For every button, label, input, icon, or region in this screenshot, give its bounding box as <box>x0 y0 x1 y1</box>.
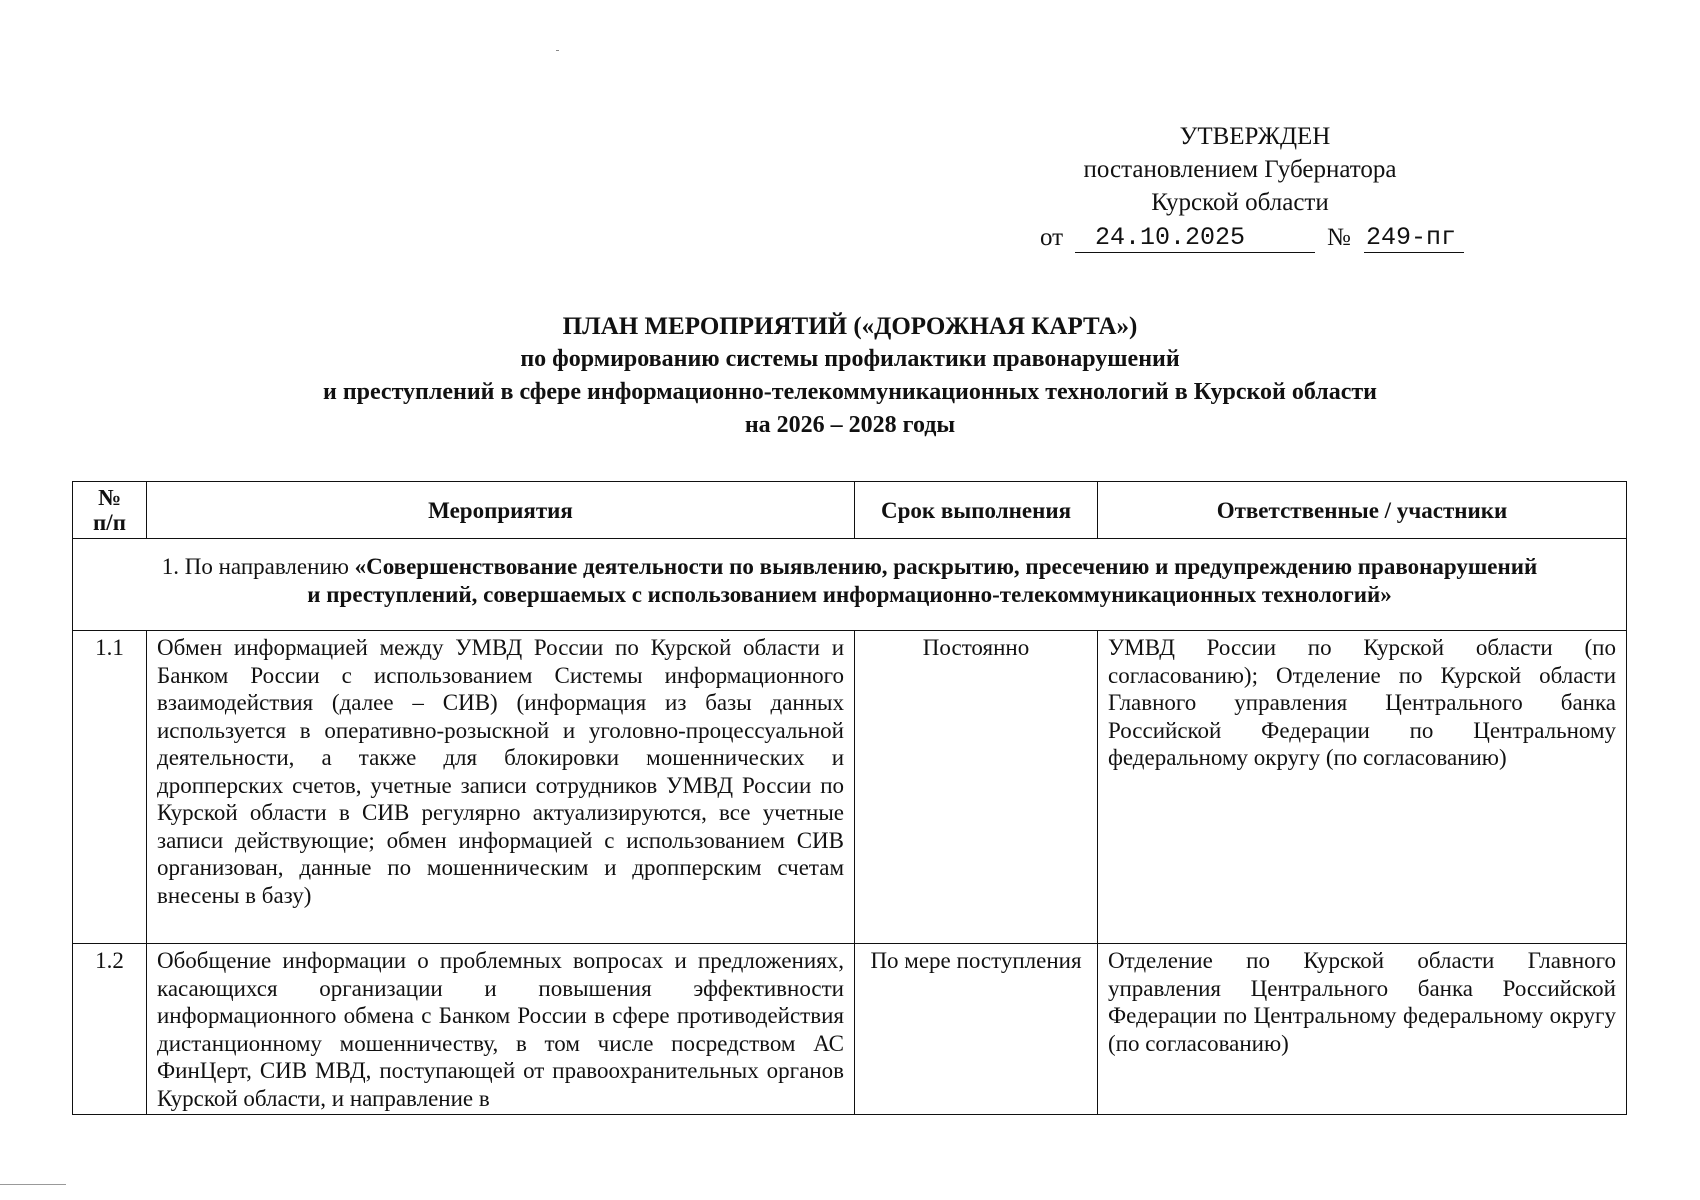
row-responsible: УМВД России по Курской области (по согласованию); Отделение по Курской области Главного управления Центрального банка Российской Федерации по Центральному федеральному округу (по согласованию) <box>1098 631 1627 944</box>
section-heading <box>73 539 1627 631</box>
title-line-1: ПЛАН МЕРОПРИЯТИЙ («ДОРОЖНАЯ КАРТА») <box>562 313 1138 340</box>
section-title-line-1: «Совершенствование деятельности по выявлению, раскрытию, пресечению и предупреждению правонарушений <box>354 554 1538 579</box>
approval-number-label: № <box>1327 224 1351 251</box>
header-responsible: Ответственные / участники <box>1098 482 1627 539</box>
approval-stamp <box>1030 120 1457 255</box>
table-row <box>73 631 1627 944</box>
row-term: По мере поступления <box>855 944 1098 1115</box>
scan-speck <box>556 50 559 51</box>
approval-line-resolution: постановлением Губернатора <box>1083 156 1397 183</box>
approval-date: 24.10.2025 <box>1075 221 1315 253</box>
scan-edge-mark <box>0 1184 66 1185</box>
title-line-2: по формированию системы профилактики правонарушений <box>520 346 1180 372</box>
plan-table <box>72 481 1627 1115</box>
header-num: № п/п <box>73 482 147 539</box>
row-event: Обобщение информации о проблемных вопросах и предложениях, касающихся организации и повышения эффективности информационного обмена с Банком России в сфере противодействия дистанционному мошенничеству, в том числе посредством АС ФинЦерт, СИВ МВД, поступающей от правоохранительных органов Курской области, и направление в <box>147 944 855 1115</box>
header-events: Мероприятия <box>147 482 855 539</box>
section-prefix: 1. По направлению <box>161 554 355 579</box>
row-number: 1.2 <box>73 944 147 1115</box>
title-line-3: и преступлений в сфере информационно-телекоммуникационных технологий в Курской области <box>322 379 1377 405</box>
approval-line-region: Курской области <box>1151 189 1329 216</box>
title-line-4: на 2026 – 2028 годы <box>744 412 956 438</box>
table-header-row <box>73 482 1627 539</box>
row-event: Обмен информацией между УМВД России по Курской области и Банком России с использованием Системы информационного взаимодействия (далее – СИВ) (информация из базы данных используется в оперативно-розыскной и уголовно-процессуальной деятельности, а также для блокировки мошеннических и дропперских счетов, учетные записи сотрудников УМВД России по Курской области в СИВ регулярно актуализируются, все учетные записи действующие; обмен информацией с использованием СИВ организован, данные по мошенническим и дропперским счетам внесены в базу) <box>147 631 855 944</box>
row-term: Постоянно <box>855 631 1098 944</box>
approval-date-number-row <box>1030 221 1457 255</box>
header-term: Срок выполнения <box>855 482 1098 539</box>
approval-number: 249-пг <box>1364 221 1464 253</box>
approval-from-label: от <box>1040 224 1064 251</box>
section-row <box>73 539 1627 631</box>
table-row <box>73 944 1627 1115</box>
document-title <box>0 310 1700 442</box>
row-responsible: Отделение по Курской области Главного управления Центрального банка Российской Федерации по Центральному федеральному округу (по согласованию) <box>1098 944 1627 1115</box>
approval-heading: УТВЕРЖДЕН <box>1179 123 1331 150</box>
row-number: 1.1 <box>73 631 147 944</box>
section-title-line-2: и преступлений, совершаемых с использованием информационно-телекоммуникационных технологий» <box>307 582 1392 607</box>
